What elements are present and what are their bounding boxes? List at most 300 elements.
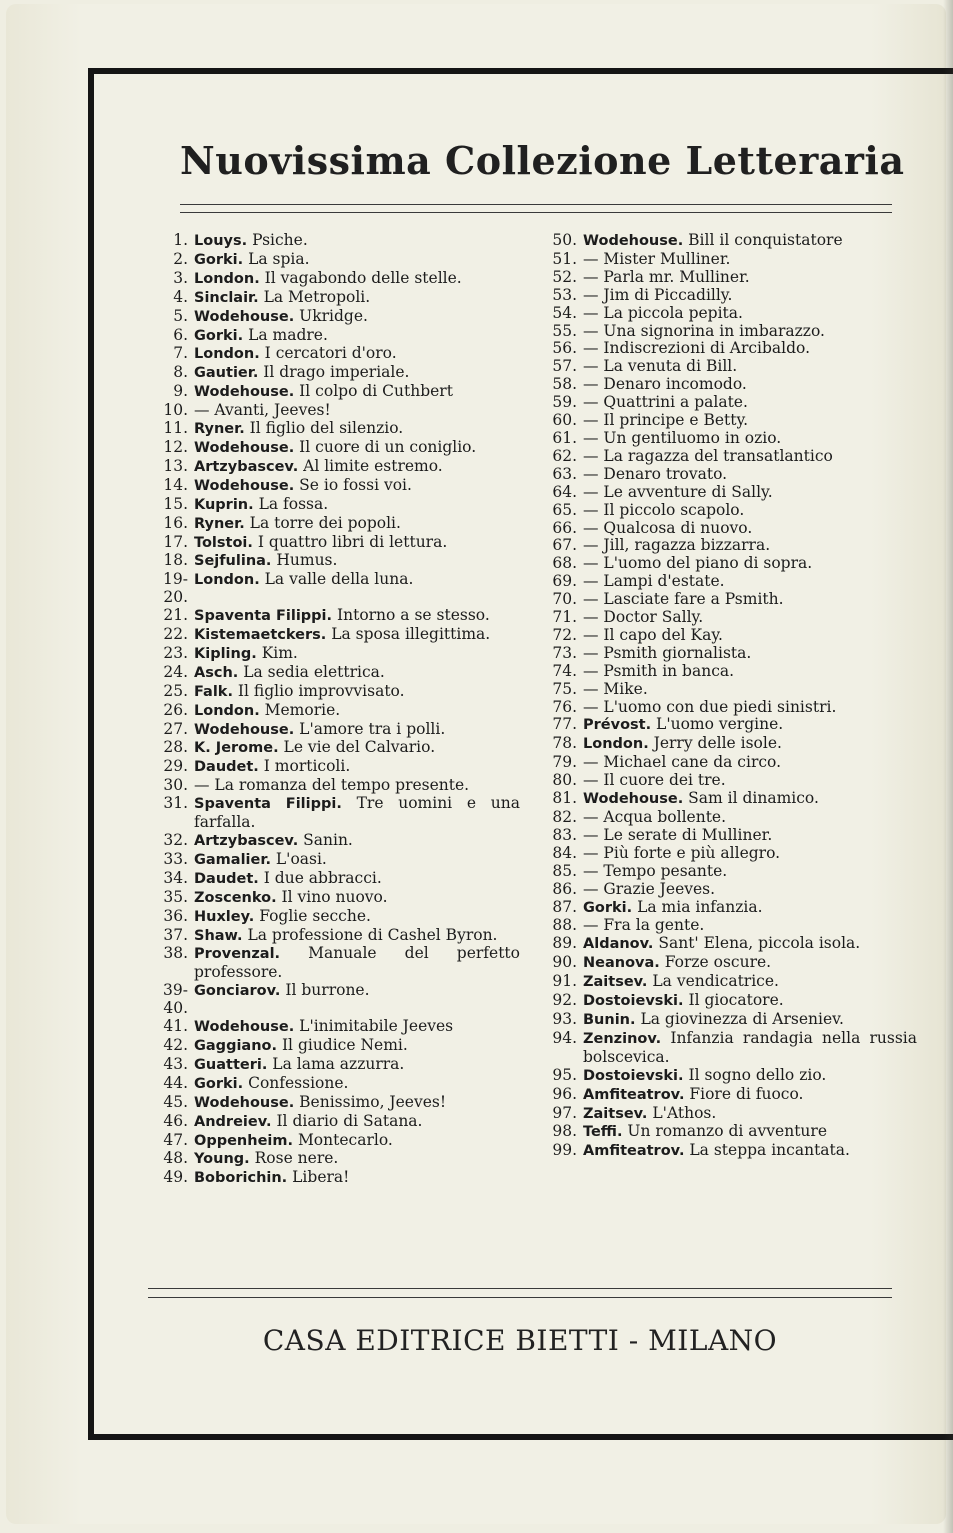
entry-title: Il diario di Satana.	[276, 1111, 423, 1130]
entry-number: 79.	[552, 753, 577, 772]
entry-author: Prévost.	[583, 717, 652, 734]
entry-number: 52.	[552, 267, 577, 286]
entry-text	[583, 448, 917, 466]
entry-number: 42.	[163, 1035, 188, 1054]
entry-title: La madre.	[248, 325, 328, 344]
entry-author: London.	[194, 702, 260, 719]
catalog-entry	[160, 851, 520, 870]
entry-title: La mia infanzia.	[637, 897, 763, 916]
catalog-entry	[160, 327, 520, 346]
entry-text	[194, 232, 520, 251]
entry-number: 95.	[552, 1065, 577, 1084]
entry-title: Intorno a se stesso.	[336, 606, 490, 625]
entry-title: Foglie secche.	[259, 906, 371, 925]
entry-title: Kim.	[261, 643, 298, 662]
catalog-entry	[160, 496, 520, 515]
entry-title: Libera!	[292, 1168, 350, 1187]
entry-number: 10.	[163, 401, 188, 420]
entry-title: Fiore di fuoco.	[689, 1084, 804, 1103]
entry-text	[194, 289, 520, 308]
entry-text	[194, 345, 520, 364]
entry-title: — Jill, ragazza bizzarra.	[583, 536, 771, 555]
entry-number: 90.	[552, 953, 577, 972]
entry-number: 89.	[552, 934, 577, 953]
entry-author: Zaitsev.	[583, 1105, 648, 1122]
entry-number: 6.	[173, 325, 188, 344]
catalog-entry	[547, 305, 917, 323]
entry-title: — Fra la gente.	[583, 916, 705, 935]
entry-author: Wodehouse.	[194, 721, 295, 738]
entry-title: L'uomo vergine.	[656, 715, 784, 734]
entry-number: 44.	[163, 1073, 188, 1092]
entry-title: — Doctor Sally.	[583, 608, 704, 627]
entry-text	[194, 832, 520, 851]
entry-number: 18.	[163, 551, 188, 570]
entry-text	[583, 251, 917, 269]
entry-title: Il figlio improvvisato.	[237, 681, 405, 700]
entry-text	[583, 716, 917, 735]
entry-title: — Indiscrezioni di Arcibaldo.	[583, 339, 811, 358]
entry-author: Zaitsev.	[583, 974, 648, 991]
catalog-entry	[547, 394, 917, 412]
entry-title: — Lampi d'estate.	[583, 572, 725, 591]
entry-author: Ryner.	[194, 515, 245, 532]
catalog-column-left	[160, 232, 520, 1188]
entry-title: — Un gentiluomo in ozio.	[583, 428, 782, 447]
entry-title: — Lasciate fare a Psmith.	[583, 590, 784, 609]
catalog-entry	[547, 973, 917, 992]
entry-text	[583, 232, 917, 251]
catalog-entry	[160, 420, 520, 439]
entry-number: 73.	[552, 643, 577, 662]
entry-text	[194, 758, 520, 777]
catalog-entry	[547, 484, 917, 502]
entry-number: 56.	[552, 339, 577, 358]
entry-author: Wodehouse.	[583, 791, 684, 808]
entry-title: Benissimo, Jeeves!	[299, 1092, 447, 1111]
entry-author: Dostoievski.	[583, 993, 684, 1010]
catalog-entry	[160, 702, 520, 721]
entry-title: Il giocatore.	[688, 991, 784, 1010]
entry-number: 32.	[163, 831, 188, 849]
entry-number: 3.	[173, 268, 188, 287]
catalog-entry	[547, 520, 917, 538]
entry-number: 1.	[173, 231, 188, 249]
entry-text	[583, 917, 917, 935]
entry-title: Se io fossi voi.	[299, 475, 412, 494]
entry-title: Il sogno dello zio.	[688, 1065, 827, 1084]
entry-number: 69.	[552, 572, 577, 591]
entry-text	[194, 945, 520, 982]
title-rule-top	[180, 204, 892, 205]
entry-author: Spaventa Filippi.	[194, 608, 333, 625]
entry-text	[194, 552, 520, 571]
catalog-entry	[160, 683, 520, 702]
entry-title: La torre dei popoli.	[249, 513, 401, 532]
entry-title: Sant' Elena, piccola isola.	[658, 934, 861, 953]
entry-text	[194, 1132, 520, 1151]
entry-number: 93.	[552, 1009, 577, 1028]
entry-title: La valle della luna.	[264, 570, 414, 589]
entry-author: Bunin.	[583, 1011, 636, 1028]
entry-text	[583, 954, 917, 973]
catalog-entry	[547, 1105, 917, 1124]
entry-text	[194, 626, 520, 645]
entry-text	[583, 973, 917, 992]
entry-text	[583, 863, 917, 881]
entry-number: 2.	[173, 249, 188, 268]
entry-text	[194, 683, 520, 702]
catalog-entry	[547, 430, 917, 448]
entry-text	[583, 772, 917, 790]
catalog-entry	[547, 537, 917, 555]
entry-author: Dostoievski.	[583, 1067, 684, 1084]
catalog-entry	[160, 927, 520, 946]
catalog-entry	[160, 534, 520, 553]
entry-title: Montecarlo.	[297, 1130, 393, 1149]
catalog-entry	[547, 269, 917, 287]
entry-author: Wodehouse.	[583, 233, 684, 249]
entry-text	[194, 1150, 520, 1169]
entry-number: 33.	[163, 849, 188, 868]
entry-number: 61.	[552, 428, 577, 447]
entry-text	[583, 790, 917, 809]
entry-title: — Il principe e Betty.	[583, 411, 749, 430]
entry-author: Aldanov.	[583, 936, 654, 953]
footer-rule-top	[148, 1288, 892, 1289]
entry-text	[194, 420, 520, 439]
entry-author: Huxley.	[194, 908, 255, 925]
catalog-entry	[547, 502, 917, 520]
entry-text	[583, 992, 917, 1011]
catalog-entry	[160, 1075, 520, 1094]
entry-number: 78.	[552, 734, 577, 753]
entry-author: London.	[583, 736, 649, 753]
entry-author: Louys.	[194, 233, 248, 249]
entry-text	[583, 899, 917, 918]
entry-number: 58.	[552, 375, 577, 394]
entry-text	[583, 1142, 917, 1161]
entry-text	[194, 870, 520, 889]
entry-text	[583, 699, 917, 717]
entry-title: — Qualcosa di nuovo.	[583, 518, 753, 537]
catalog-entry	[160, 402, 520, 420]
entry-title: — Il capo del Kay.	[583, 625, 723, 644]
entry-author: Wodehouse.	[194, 1094, 295, 1111]
entry-text	[194, 251, 520, 270]
title-rule-bottom	[180, 212, 892, 213]
catalog-entry	[160, 289, 520, 308]
entry-title: — La piccola pepita.	[583, 303, 743, 322]
catalog-entry	[547, 412, 917, 430]
entry-author: Neanova.	[583, 955, 660, 972]
entry-title: — Psmith giornalista.	[583, 643, 752, 662]
catalog-entry	[160, 1018, 520, 1037]
catalog-entry	[160, 908, 520, 927]
entry-title: — La venuta di Bill.	[583, 357, 738, 376]
entry-text	[583, 627, 917, 645]
entry-author: Wodehouse.	[194, 439, 295, 456]
entry-number: 43.	[163, 1054, 188, 1073]
entry-text	[194, 851, 520, 870]
entry-text	[583, 287, 917, 305]
entry-title: La Metropoli.	[263, 287, 371, 306]
entry-text	[194, 664, 520, 683]
entry-title: L'amore tra i polli.	[299, 719, 446, 738]
entry-number: 76.	[552, 697, 577, 716]
entry-number: 28.	[163, 738, 188, 757]
entry-number: 50.	[552, 231, 577, 249]
entry-author: Gorki.	[194, 1075, 244, 1092]
entry-number: 51.	[552, 249, 577, 268]
entry-number: 14.	[163, 475, 188, 494]
entry-number: 71.	[552, 608, 577, 627]
entry-number: 12.	[163, 437, 188, 456]
entry-text	[194, 1094, 520, 1113]
catalog-entry	[547, 790, 917, 809]
entry-number: 59.	[552, 393, 577, 412]
entry-number: 96.	[552, 1084, 577, 1103]
entry-text	[583, 520, 917, 538]
entry-title: — Jim di Piccadilly.	[583, 285, 733, 304]
entry-text	[583, 809, 917, 827]
catalog-entry	[160, 383, 520, 402]
catalog-entry	[160, 1132, 520, 1151]
entry-title: La lama azzurra.	[272, 1054, 405, 1073]
entry-number: 65.	[552, 500, 577, 519]
catalog-entry	[160, 364, 520, 383]
catalog-entry	[160, 1169, 520, 1188]
entry-title: — Avanti, Jeeves!	[194, 401, 331, 420]
entry-author: Gorki.	[194, 327, 244, 344]
entry-number: 97.	[552, 1103, 577, 1122]
entry-text	[194, 702, 520, 721]
entry-text	[194, 327, 520, 346]
entry-title: Humus.	[276, 551, 338, 570]
catalog-entry	[547, 1086, 917, 1105]
entry-text	[194, 571, 520, 607]
entry-title: I cercatori d'oro.	[264, 344, 397, 363]
catalog-entry	[547, 863, 917, 881]
entry-title: — Grazie Jeeves.	[583, 879, 716, 898]
entry-title: Sam il dinamico.	[688, 789, 819, 808]
catalog-entry	[160, 739, 520, 758]
entry-author: Gaggiano.	[194, 1037, 277, 1054]
entry-author: Oppenheim.	[194, 1132, 293, 1149]
entry-title: — La ragazza del transatlantico	[583, 446, 833, 465]
catalog-entry	[547, 663, 917, 681]
entry-text	[583, 827, 917, 845]
catalog-entry	[547, 681, 917, 699]
entry-title: La spia.	[248, 249, 310, 268]
entry-title: — Mike.	[583, 679, 648, 698]
entry-text	[583, 1067, 917, 1086]
entry-title: La professione di Cashel Byron.	[247, 925, 498, 944]
catalog-entry	[160, 552, 520, 571]
catalog-entry	[547, 340, 917, 358]
entry-number: 94.	[552, 1028, 577, 1047]
catalog-entry	[547, 627, 917, 645]
entry-title: La sedia elettrica.	[243, 662, 385, 681]
entry-author: Provenzal.	[194, 946, 281, 963]
entry-text	[583, 935, 917, 954]
catalog-entry	[547, 555, 917, 573]
entry-title: Le vie del Calvario.	[283, 738, 436, 757]
entry-number: 5.	[173, 306, 188, 325]
entry-title: L'inimitabile Jeeves	[299, 1017, 454, 1036]
entry-text	[194, 1113, 520, 1132]
entry-title: — Una signorina in imbarazzo.	[583, 321, 825, 340]
entry-author: London.	[194, 572, 260, 589]
catalog-entry	[160, 439, 520, 458]
entry-number: 75.	[552, 679, 577, 698]
entry-number: 62.	[552, 446, 577, 465]
catalog-entry	[547, 448, 917, 466]
entry-number: 16.	[163, 513, 188, 532]
entry-text	[583, 466, 917, 484]
entry-author: London.	[194, 270, 260, 287]
catalog-entry	[547, 1030, 917, 1067]
catalog-entry	[547, 827, 917, 845]
entry-text	[194, 1018, 520, 1037]
entry-title: — Mister Mulliner.	[583, 249, 731, 268]
catalog-entry	[547, 287, 917, 305]
entry-title: Memorie.	[264, 700, 341, 719]
entry-author: K. Jerome.	[194, 740, 279, 757]
entry-title: Il drago imperiale.	[263, 363, 410, 382]
entry-author: Tolstoi.	[194, 534, 253, 551]
entry-number: 99.	[552, 1141, 577, 1160]
entry-title: — Michael cane da circo.	[583, 753, 782, 772]
catalog-entry	[547, 809, 917, 827]
entry-title: — La romanza del tempo presente.	[194, 776, 470, 795]
entry-title: Psiche.	[252, 231, 308, 249]
entry-text	[583, 1011, 917, 1030]
catalog-entry	[160, 832, 520, 851]
entry-number: 66.	[552, 518, 577, 537]
entry-number: 39-40.	[163, 981, 188, 1018]
entry-number: 9.	[173, 382, 188, 401]
entry-author: Gautier.	[194, 365, 259, 382]
entry-number: 11.	[163, 419, 188, 438]
entry-number: 60.	[552, 411, 577, 430]
entry-number: 23.	[163, 643, 188, 662]
entry-number: 47.	[163, 1130, 188, 1149]
entry-number: 7.	[173, 344, 188, 363]
entry-title: La sposa illegittima.	[331, 625, 491, 644]
entry-text	[194, 308, 520, 327]
catalog-entry	[547, 716, 917, 735]
entry-author: London.	[194, 346, 260, 363]
entry-text	[583, 573, 917, 591]
entry-text	[194, 1075, 520, 1094]
entry-author: Wodehouse.	[194, 1019, 295, 1036]
entry-author: Guatteri.	[194, 1056, 268, 1073]
catalog-entry	[160, 1113, 520, 1132]
entry-author: Wodehouse.	[194, 477, 295, 494]
entry-title: — Denaro trovato.	[583, 464, 728, 483]
entry-number: 67.	[552, 536, 577, 555]
entry-title: La fossa.	[258, 494, 329, 513]
entry-title: Al limite estremo.	[303, 456, 443, 475]
entry-text	[583, 609, 917, 627]
catalog-entry	[547, 954, 917, 973]
entry-text	[194, 496, 520, 515]
entry-text	[583, 394, 917, 412]
entry-number: 15.	[163, 494, 188, 513]
entry-title: Il burrone.	[285, 981, 370, 1000]
entry-number: 41.	[163, 1017, 188, 1036]
entry-title: Jerry delle isole.	[653, 734, 782, 753]
entry-text	[194, 739, 520, 758]
entry-number: 55.	[552, 321, 577, 340]
catalog-entry	[547, 735, 917, 754]
entry-number: 38.	[163, 944, 188, 963]
entry-author: Kistemaetckers.	[194, 627, 327, 644]
entry-number: 81.	[552, 789, 577, 808]
catalog-entry	[160, 458, 520, 477]
entry-text	[194, 908, 520, 927]
collection-title: Nuovissima Collezione Letteraria	[180, 138, 905, 183]
page-edge-shadow	[943, 0, 953, 1533]
catalog-entry	[160, 777, 520, 795]
catalog-entry	[160, 607, 520, 626]
entry-author: Daudet.	[194, 759, 259, 776]
catalog-entry	[160, 721, 520, 740]
entry-text	[583, 412, 917, 430]
entry-text	[194, 607, 520, 626]
entry-author: Wodehouse.	[194, 384, 295, 401]
footer-rule-bottom	[148, 1297, 892, 1298]
entry-author: Young.	[194, 1151, 250, 1168]
entry-title: — Acqua bollente.	[583, 808, 727, 826]
entry-title: Il giudice Nemi.	[281, 1035, 408, 1054]
entry-text	[583, 305, 917, 323]
entry-title: Sanin.	[303, 831, 353, 849]
entry-title: — L'uomo con due piedi sinistri.	[583, 697, 837, 716]
entry-number: 92.	[552, 991, 577, 1010]
entry-author: Gamalier.	[194, 851, 271, 868]
entry-number: 27.	[163, 719, 188, 738]
entry-text	[194, 477, 520, 496]
entry-text	[583, 484, 917, 502]
entry-text	[194, 439, 520, 458]
catalog-entry	[160, 270, 520, 289]
catalog-entry	[160, 1150, 520, 1169]
entry-text	[194, 1169, 520, 1188]
entry-number: 98.	[552, 1122, 577, 1141]
catalog-entry	[160, 251, 520, 270]
entry-title: — Tempo pesante.	[583, 861, 728, 880]
entry-author: Shaw.	[194, 927, 243, 944]
catalog-entry	[547, 1067, 917, 1086]
catalog-entry	[160, 1056, 520, 1075]
entry-number: 63.	[552, 464, 577, 483]
entry-number: 35.	[163, 887, 188, 906]
entry-number: 68.	[552, 554, 577, 573]
catalog-entry	[160, 232, 520, 251]
entry-text	[583, 537, 917, 555]
catalog-entry	[547, 992, 917, 1011]
entry-author: Zoscenko.	[194, 889, 277, 906]
entry-number: 74.	[552, 661, 577, 680]
entry-author: Artzybascev.	[194, 833, 299, 849]
entry-number: 25.	[163, 681, 188, 700]
entry-title: I due abbracci.	[263, 868, 382, 887]
entry-title: La giovinezza di Arseniev.	[640, 1009, 844, 1028]
catalog-entry	[547, 358, 917, 376]
entry-number: 86.	[552, 879, 577, 898]
